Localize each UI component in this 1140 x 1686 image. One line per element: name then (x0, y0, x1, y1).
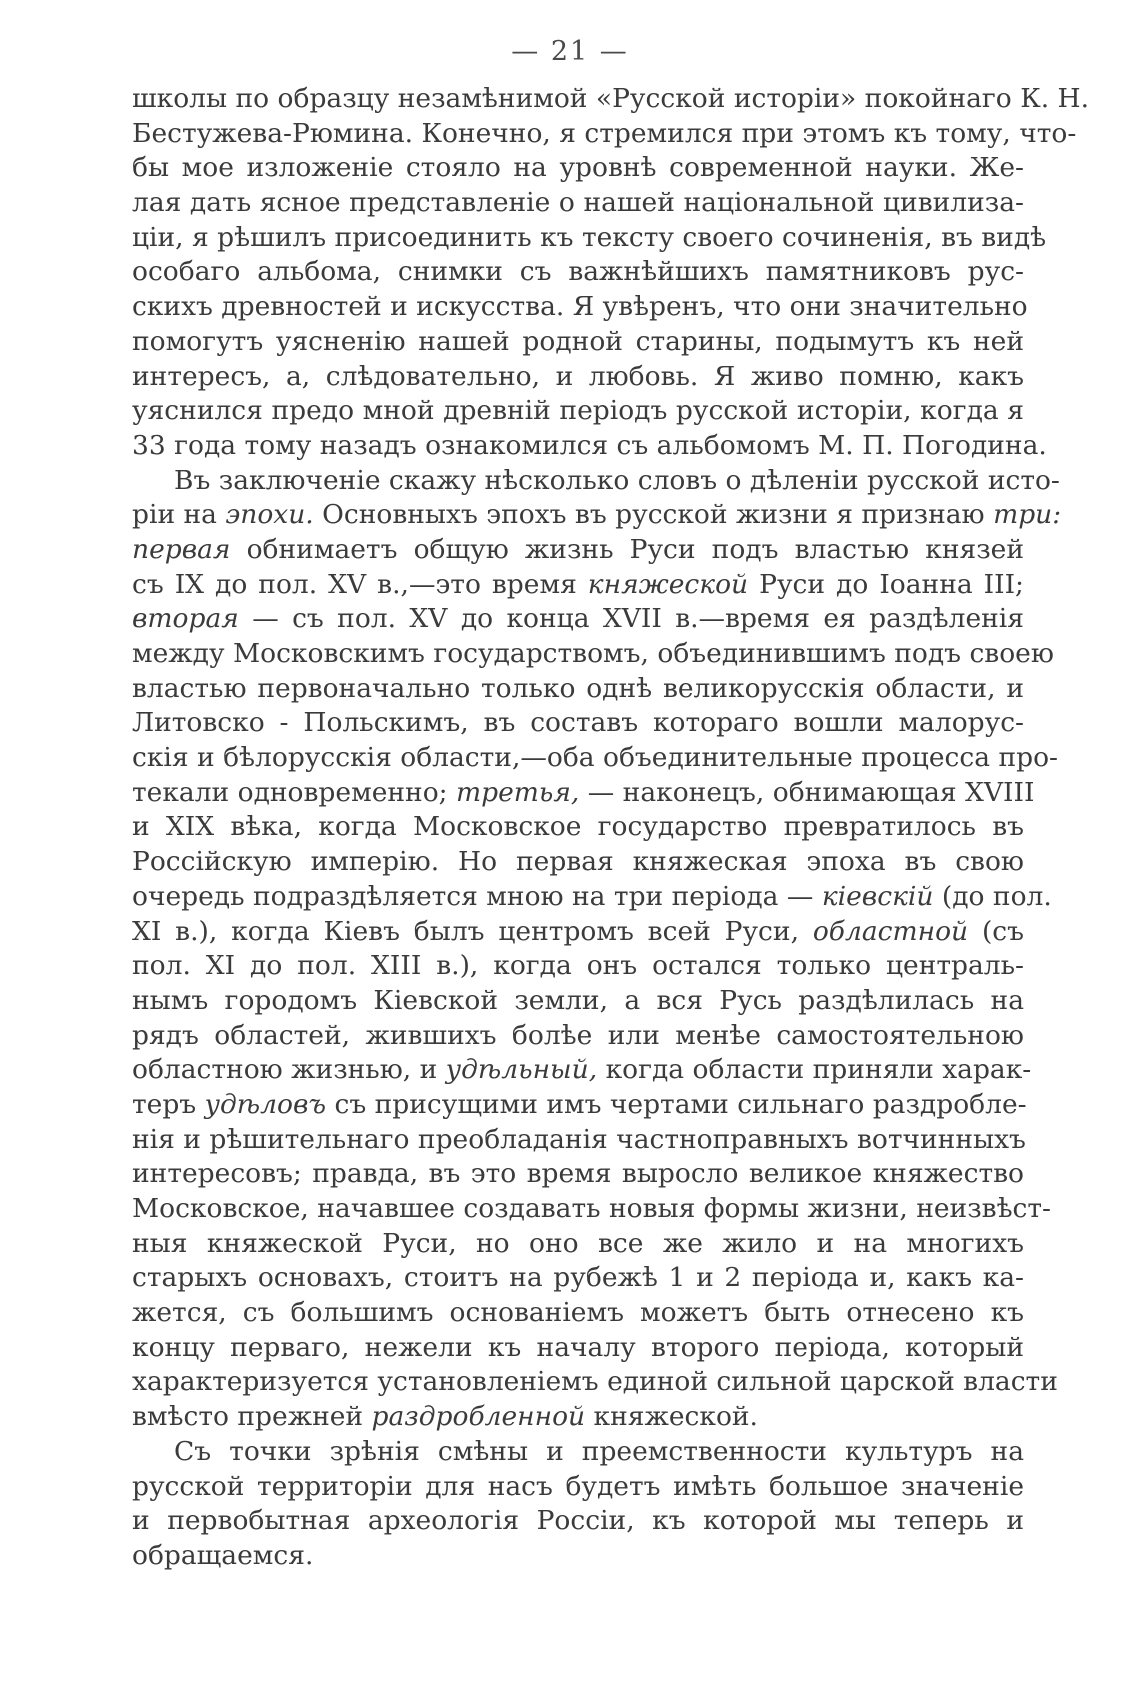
italic-term: три: (993, 499, 1062, 531)
text-line: вмѣсто прежней раздробленной княжеской. (132, 1401, 758, 1433)
text-line: пол. XI до пол. XIII в.), когда онъ остался только централь- (132, 950, 1024, 982)
text-line: Бестужева-Рюмина. Конечно, я стремился при этомъ къ тому, что- (132, 117, 1077, 149)
text-line: 33 года тому назадъ ознакомился съ альбомомъ М. П. Погодина. (132, 429, 1047, 461)
text-line: уяснился предо мной древній періодъ русской исторіи, когда я (132, 395, 1024, 427)
text-line: Въ заключеніе скажу нѣсколько словъ о дѣленіи русской исто- (174, 464, 1060, 496)
text-line: теръ удѣловъ съ присущими имъ чертами сильнаго раздробле- (132, 1088, 1027, 1120)
italic-term: раздробленной (371, 1401, 586, 1433)
italic-term: областной (812, 915, 969, 947)
text-line: интересъ, а, слѣдовательно, и любовь. Я живо помню, какъ (132, 360, 1024, 392)
text-line: концу перваго, нежели къ началу второго періода, который (132, 1331, 1024, 1363)
text-line: областною жизнью, и удѣльный, когда области приняли харак- (132, 1054, 1032, 1086)
italic-term: кіевскій (821, 880, 934, 912)
text-line: лая дать ясное представленіе о нашей національной цивилиза- (132, 187, 1024, 219)
text-line: Россійскую имперію. Но первая княжеская эпоха въ свою (132, 846, 1024, 878)
text-line: ціи, я рѣшилъ присоединить къ тексту своего сочиненія, въ видѣ (132, 221, 1047, 253)
italic-term: княжеской (587, 568, 749, 600)
paragraph (132, 82, 1090, 464)
text-line: ныя княжеской Руси, но оно все же жило и на многихъ (132, 1227, 1024, 1259)
text-line: характеризуется установленіемъ единой сильной царской власти (132, 1366, 1058, 1398)
text-line: скія и бѣлорусскія области,—оба объединительные процесса про- (132, 742, 1058, 774)
text-line: вторая — съ пол. XV до конца XVII в.—время ея раздѣленія (132, 603, 1024, 635)
text-line: нымъ городомъ Кіевской земли, а вся Русь раздѣлилась на (132, 984, 1024, 1016)
text-line: бы мое изложеніе стояло на уровнѣ современной науки. Же- (132, 152, 1024, 184)
page-number: — 21 — (511, 36, 629, 67)
text-block (132, 82, 1090, 1574)
text-line: XI в.), когда Кіевъ былъ центромъ всей Руси, областной (съ (132, 915, 1024, 947)
text-line: текали одновременно; третья, — наконецъ, обнимающая XVIII (132, 776, 1035, 808)
text-line: обращаемся. (132, 1539, 314, 1571)
italic-term: третья, (456, 776, 580, 808)
italic-term: эпохи. (225, 499, 314, 531)
text-line: нія и рѣшительнаго преобладанія частноправныхъ вотчинныхъ (132, 1123, 1026, 1155)
text-line: и первобытная археологія Россіи, къ которой мы теперь и (132, 1505, 1024, 1537)
paragraph (132, 464, 1062, 1435)
text-line: помогутъ уясненію нашей родной старины, подымутъ къ ней (132, 325, 1024, 357)
text-line: скихъ древностей и искусства. Я увѣренъ, что они значительно (132, 291, 1028, 323)
italic-term: вторая (132, 603, 239, 635)
text-line: ріи на эпохи. Основныхъ эпохъ въ русской жизни я признаю три: (132, 499, 1062, 531)
italic-term: первая (132, 533, 231, 565)
text-line: русской территоріи для насъ будетъ имѣть большое значеніе (132, 1470, 1024, 1502)
text-line: старыхъ основахъ, стоитъ на рубежѣ 1 и 2 періода и, какъ ка- (132, 1262, 1024, 1294)
text-line: интересовъ; правда, въ это время выросло великое княжество (132, 1158, 1024, 1190)
text-line: рядъ областей, жившихъ болѣе или менѣе самостоятельною (132, 1019, 1024, 1051)
paragraph (132, 1435, 1024, 1574)
text-line: жется, съ большимъ основаніемъ можетъ быть отнесено къ (132, 1297, 1024, 1329)
text-line: Съ точки зрѣнія смѣны и преемственности культуръ на (174, 1435, 1024, 1467)
text-line: Московское, начавшее создавать новыя формы жизни, неизвѣст- (132, 1193, 1052, 1224)
italic-term: удѣльный, (445, 1054, 598, 1086)
text-line: между Московскимъ государствомъ, объединившимъ подъ своею (132, 638, 1054, 669)
italic-term: удѣловъ (204, 1088, 327, 1120)
text-line: особаго альбома, снимки съ важнѣйшихъ памятниковъ рус- (132, 256, 1024, 288)
text-line: школы по образцу незамѣнимой «Русской исторіи» покойнаго К. Н. (132, 83, 1090, 114)
text-line: очередь подраздѣляется мною на три періода — кіевскій (до пол. (132, 880, 1052, 912)
text-line: первая обнимаетъ общую жизнь Руси подъ властью князей (132, 533, 1024, 565)
text-line: властью первоначально только однѣ великорусскія области, и (132, 672, 1024, 704)
text-line: и XIX вѣка, когда Московское государство превратилось въ (132, 811, 1024, 843)
text-line: Литовско - Польскимъ, въ составъ котораго вошли малорус- (132, 707, 1024, 739)
text-line: съ IX до пол. XV в.,—это время княжеской Руси до Іоанна III; (132, 568, 1024, 600)
